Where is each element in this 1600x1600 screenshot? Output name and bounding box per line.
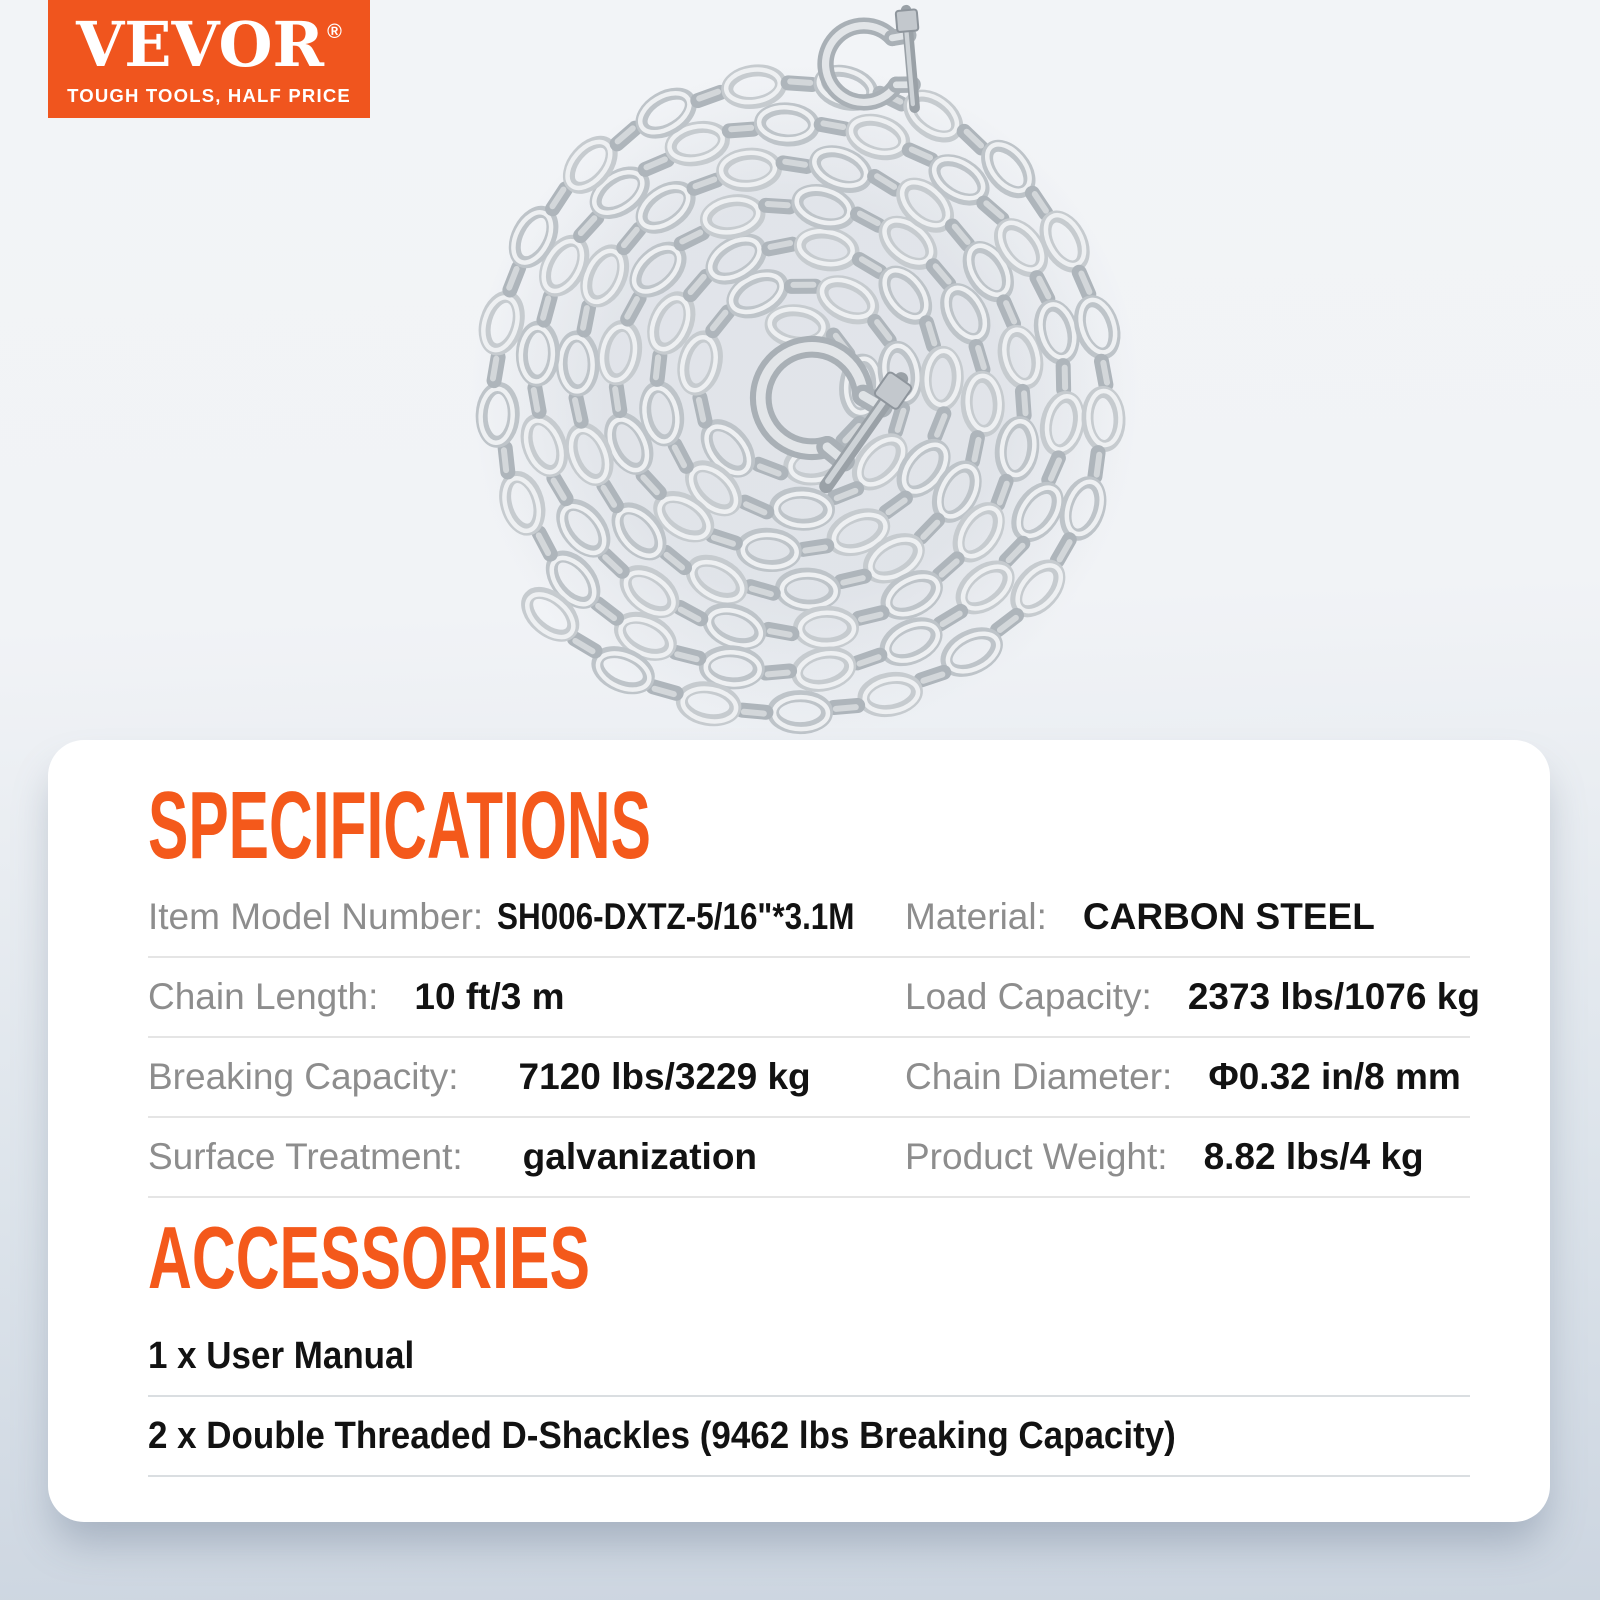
spec-label: Item Model Number: <box>148 895 484 937</box>
spec-label: Material: <box>905 895 1047 937</box>
spec-value: 2373 lbs/1076 kg <box>1187 975 1480 1017</box>
spec-label: Chain Diameter: <box>905 1055 1173 1097</box>
accessory-item-d-shackles <box>148 1397 1470 1477</box>
spec-row-model-material <box>148 878 1470 958</box>
spec-label: Breaking Capacity: <box>148 1055 459 1097</box>
info-card <box>48 740 1550 1522</box>
spec-value: CARBON STEEL <box>1082 895 1375 937</box>
specifications-title: SPECIFICATIONS <box>148 772 651 879</box>
registered-trademark-icon: ® <box>327 20 342 43</box>
spec-value: 10 ft/3 m <box>414 975 565 1017</box>
accessories-title: ACCESSORIES <box>148 1207 590 1307</box>
spec-value: SH006-DXTZ-5/16"*3.1M <box>497 895 855 937</box>
spec-row-surface-weight <box>148 1118 1470 1198</box>
spec-cell-load-capacity <box>905 976 1480 1018</box>
spec-cell-item-model-number <box>148 896 905 938</box>
spec-cell-surface-treatment <box>148 1136 905 1178</box>
spec-row-length-load <box>148 958 1480 1038</box>
accessory-item-text: 2 x Double Threaded D-Shackles (9462 lbs Breaking Capacity) <box>148 1414 1176 1457</box>
brand-name-text: VEVOR <box>76 7 325 81</box>
chain-coil-graphic <box>440 0 1140 745</box>
brand-tagline: TOUGH TOOLS, HALF PRICE <box>67 84 351 106</box>
product-photo-chain-coil <box>440 0 1140 745</box>
spec-label: Load Capacity: <box>905 975 1152 1017</box>
spec-cell-chain-length <box>148 976 905 1018</box>
spec-label: Surface Treatment: <box>148 1135 463 1177</box>
spec-label: Product Weight: <box>905 1135 1168 1177</box>
spec-label: Chain Length: <box>148 975 379 1017</box>
spec-cell-material <box>905 896 1470 938</box>
accessory-item-text: 1 x User Manual <box>148 1334 415 1377</box>
spec-value: 7120 lbs/3229 kg <box>518 1055 811 1097</box>
spec-cell-chain-diameter <box>905 1056 1470 1098</box>
spec-row-breaking-diameter <box>148 1038 1470 1118</box>
spec-cell-product-weight <box>905 1136 1470 1178</box>
spec-value: galvanization <box>522 1135 758 1177</box>
specifications-table <box>148 878 1480 1198</box>
spec-value: Φ0.32 in/8 mm <box>1208 1055 1461 1097</box>
brand-name <box>76 7 342 81</box>
accessory-item-user-manual <box>148 1317 1470 1397</box>
accessories-list <box>148 1317 1470 1477</box>
spec-value: 8.82 lbs/4 kg <box>1203 1135 1424 1177</box>
spec-cell-breaking-capacity <box>148 1056 905 1098</box>
vevor-logo-badge <box>48 0 370 118</box>
